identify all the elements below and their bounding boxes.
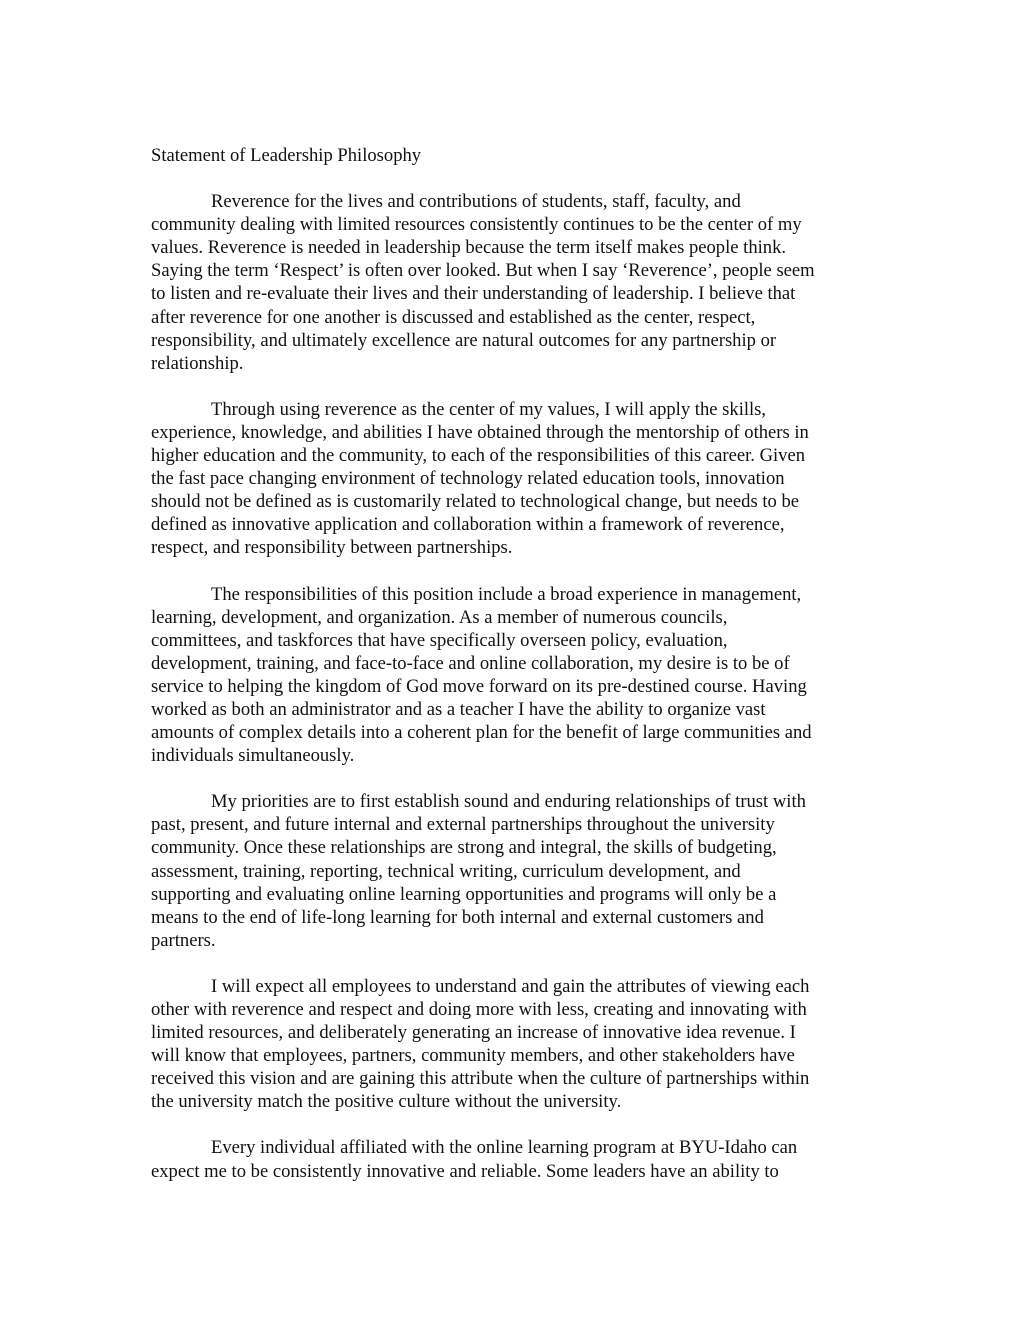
paragraph-line: after reverence for one another is discussed and established as the center, respect,	[151, 306, 756, 328]
paragraph-line: values. Reverence is needed in leadership because the term itself makes people think.	[151, 237, 787, 259]
paragraph-line: means to the end of life-long learning for both internal and external customers and	[151, 906, 764, 928]
paragraph	[151, 975, 873, 1114]
paragraph-line: to listen and re-evaluate their lives and their understanding of leadership. I believe that	[151, 283, 796, 305]
paragraph-line: limited resources, and deliberately generating an increase of innovative idea revenue. I	[151, 1022, 796, 1044]
paragraph-line: expect me to be consistently innovative and reliable. Some leaders have an ability to	[151, 1160, 779, 1182]
paragraph-line: should not be defined as is customarily related to technological change, but needs to be	[151, 491, 800, 513]
paragraph-line: supporting and evaluating online learning opportunities and programs will only be a	[151, 883, 777, 905]
paragraph-line: relationship.	[151, 352, 244, 374]
paragraph	[151, 398, 873, 560]
paragraph-line: worked as both an administrator and as a teacher I have the ability to organize vast	[151, 698, 766, 720]
paragraph-line: the fast pace changing environment of technology related education tools, innovation	[151, 468, 785, 490]
paragraph-line: community. Once these relationships are strong and integral, the skills of budgeting,	[151, 837, 777, 859]
paragraph-line: other with reverence and respect and doing more with less, creating and innovating with	[151, 999, 807, 1020]
paragraph-line: responsibility, and ultimately excellence are natural outcomes for any partnership or	[151, 329, 777, 351]
document-title: Statement of Leadership Philosophy	[151, 145, 422, 166]
document-body	[151, 144, 873, 1206]
paragraph-line: received this vision and are gaining this attribute when the culture of partnerships within	[151, 1068, 810, 1090]
paragraph-line: respect, and responsibility between partnerships.	[151, 537, 513, 559]
paragraph-line: assessment, training, reporting, technical writing, curriculum development, and	[151, 860, 741, 882]
paragraph	[151, 790, 873, 952]
paragraph-line: community dealing with limited resources consistently continues to be the center of my	[151, 214, 802, 236]
paragraph-line: development, training, and face-to-face and online collaboration, my desire is to be of	[151, 652, 790, 674]
paragraph-line: experience, knowledge, and abilities I have obtained through the mentorship of others in	[151, 421, 809, 443]
paragraph-line: Every individual affiliated with the online learning program at BYU-Idaho can	[211, 1137, 798, 1159]
paragraph-line: committees, and taskforces that have specifically overseen policy, evaluation,	[151, 629, 728, 651]
paragraph-line: past, present, and future internal and external partnerships throughout the university	[151, 814, 775, 836]
paragraph-list	[151, 190, 873, 1183]
paragraph-line: Reverence for the lives and contributions of students, staff, faculty, and	[211, 191, 741, 213]
paragraph-line: the university match the positive culture without the university.	[151, 1091, 622, 1113]
paragraph-line: Saying the term ‘Respect’ is often over looked. But when I say ‘Reverence’, people seem	[151, 260, 815, 282]
paragraph-line: Through using reverence as the center of my values, I will apply the skills,	[211, 398, 767, 420]
paragraph-line: amounts of complex details into a coherent plan for the benefit of large communities and	[151, 722, 812, 744]
paragraph-line: The responsibilities of this position include a broad experience in management,	[211, 583, 802, 605]
paragraph-line: learning, development, and organization. As a member of numerous councils,	[151, 606, 728, 628]
paragraph-line: My priorities are to first establish sound and enduring relationships of trust with	[211, 791, 806, 813]
paragraph	[151, 583, 873, 768]
paragraph-line: individuals simultaneously.	[151, 745, 355, 767]
paragraph	[151, 190, 873, 375]
paragraph-line: higher education and the community, to each of the responsibilities of this career. Given	[151, 445, 806, 467]
paragraph-line: I will expect all employees to understand and gain the attributes of viewing each	[211, 975, 810, 997]
paragraph-line: will know that employees, partners, community members, and other stakeholders have	[151, 1045, 795, 1067]
paragraph-line: defined as innovative application and collaboration within a framework of reverence,	[151, 514, 785, 536]
paragraph	[151, 1136, 873, 1182]
paragraph-line: service to helping the kingdom of God move forward on its pre-destined course. Having	[151, 675, 807, 697]
paragraph-line: partners.	[151, 929, 216, 951]
